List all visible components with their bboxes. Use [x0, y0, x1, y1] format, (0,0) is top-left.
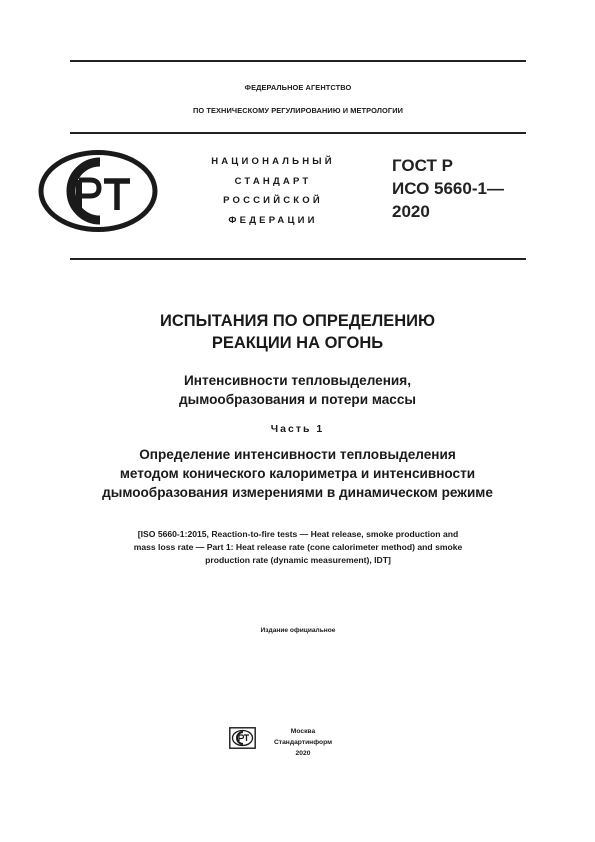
part-title-line: дымообразования измерениями в динамическом режиме — [102, 485, 493, 500]
iso-reference — [90, 528, 506, 567]
main-title-line: РЕАКЦИИ НА ОГОНЬ — [211, 334, 384, 352]
standard-type-line: ФЕДЕРАЦИИ — [228, 214, 318, 226]
sub-title — [60, 371, 535, 409]
main-title-line: ИСПЫТАНИЯ ПО ОПРЕДЕЛЕНИЮ — [159, 312, 436, 330]
part-title-line: Определение интенсивности тепловыделения — [139, 447, 456, 462]
publisher-name: Стандартинформ — [273, 739, 333, 746]
standard-type-line: СТАНДАРТ — [234, 175, 312, 187]
designation-line: 2020 — [392, 202, 430, 221]
iso-reference-line: production rate (dynamic measurement), IDT] — [205, 555, 391, 565]
main-title — [60, 310, 535, 354]
publisher-city: Москва — [290, 728, 316, 735]
part-number: Часть 1 — [270, 423, 325, 435]
sub-title-line: Интенсивности тепловыделения, — [183, 373, 411, 388]
rst-emblem-icon — [38, 150, 158, 232]
part-title — [40, 445, 555, 502]
agency-line-2: ПО ТЕХНИЧЕСКОМУ РЕГУЛИРОВАНИЮ И МЕТРОЛОГИИ — [192, 106, 404, 115]
top-rule — [70, 60, 526, 62]
designation-line: ИСО 5660-1— — [392, 179, 504, 198]
sub-title-line: дымообразования и потери массы — [178, 392, 416, 407]
publisher-year: 2020 — [295, 750, 311, 757]
standard-designation — [392, 154, 504, 223]
standard-type — [178, 152, 368, 230]
iso-reference-line: mass loss rate — Part 1: Heat release rate (cone calorimeter method) and smoke — [133, 542, 463, 552]
iso-reference-line: [ISO 5660-1:2015, Reaction-to-fire tests — Heat release, smoke production and — [137, 529, 459, 539]
official-edition-label: Издание официальное — [260, 627, 336, 634]
standard-type-line: НАЦИОНАЛЬНЫЙ — [211, 156, 335, 167]
publisher-block — [258, 726, 348, 759]
part-title-line: методом конического калориметра и интенсивности — [119, 466, 476, 481]
publisher-logo-icon — [229, 727, 256, 749]
designation-rule — [70, 258, 526, 260]
standard-type-line: РОССИЙСКОЙ — [223, 195, 323, 206]
agency-line-1: ФЕДЕРАЛЬНОЕ АГЕНТСТВО — [244, 83, 352, 92]
header-rule — [70, 132, 526, 134]
designation-line: ГОСТ Р — [392, 156, 453, 175]
